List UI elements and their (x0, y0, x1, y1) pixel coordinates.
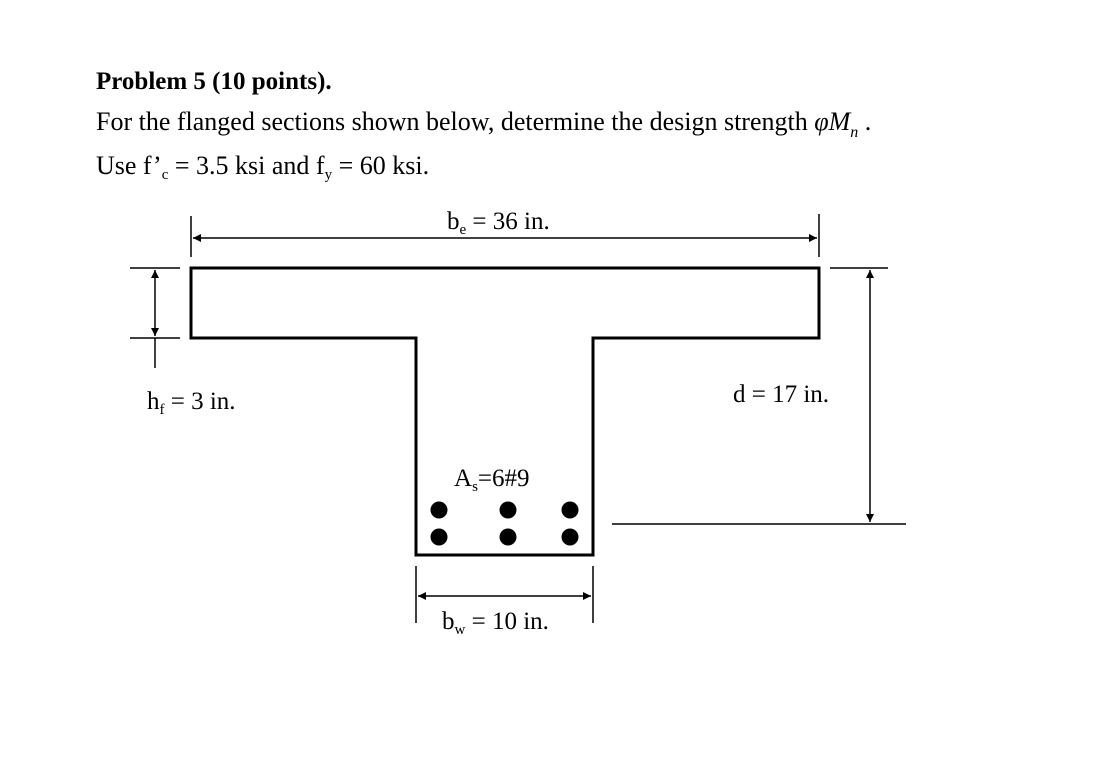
fy-subscript: y (324, 167, 333, 183)
as-symbol: A (454, 465, 473, 492)
reinforcing-bars (431, 502, 579, 546)
as-label (454, 465, 530, 495)
hf-value: = 3 in. (164, 388, 236, 415)
be-subscript: e (459, 222, 467, 238)
fc-prefix: Use f’ (96, 151, 162, 180)
rebar (500, 502, 517, 519)
problem-heading: Problem 5 (10 points). (96, 68, 332, 95)
fy-value: = 60 ksi. (332, 151, 430, 180)
d-label: d = 17 in. (733, 381, 830, 408)
statement-text: For the flanged sections shown below, determine the design strength (96, 107, 815, 136)
hf-subscript: f (159, 402, 165, 418)
phi-symbol: φ (814, 107, 829, 136)
be-label (447, 208, 550, 238)
as-subscript: s (472, 479, 478, 495)
rebar (500, 529, 517, 546)
bw-label (442, 608, 549, 638)
bw-subscript: w (454, 622, 466, 638)
hf-label (147, 388, 236, 418)
bw-symbol: b (442, 608, 455, 635)
fc-subscript: c (161, 167, 169, 183)
rebar (431, 529, 448, 546)
moment-subscript: n (850, 124, 859, 141)
rebar (562, 529, 579, 546)
rebar (562, 502, 579, 519)
bw-value: = 10 in. (465, 608, 549, 635)
be-symbol: b (447, 208, 460, 235)
hf-symbol: h (147, 388, 160, 415)
be-value: = 36 in. (466, 208, 550, 235)
hf-dimension (130, 268, 180, 368)
moment-symbol: M (828, 107, 851, 136)
as-value: =6#9 (477, 465, 530, 492)
fc-value: = 3.5 ksi and f (168, 151, 325, 180)
statement-end: . (858, 107, 872, 136)
rebar (431, 502, 448, 519)
